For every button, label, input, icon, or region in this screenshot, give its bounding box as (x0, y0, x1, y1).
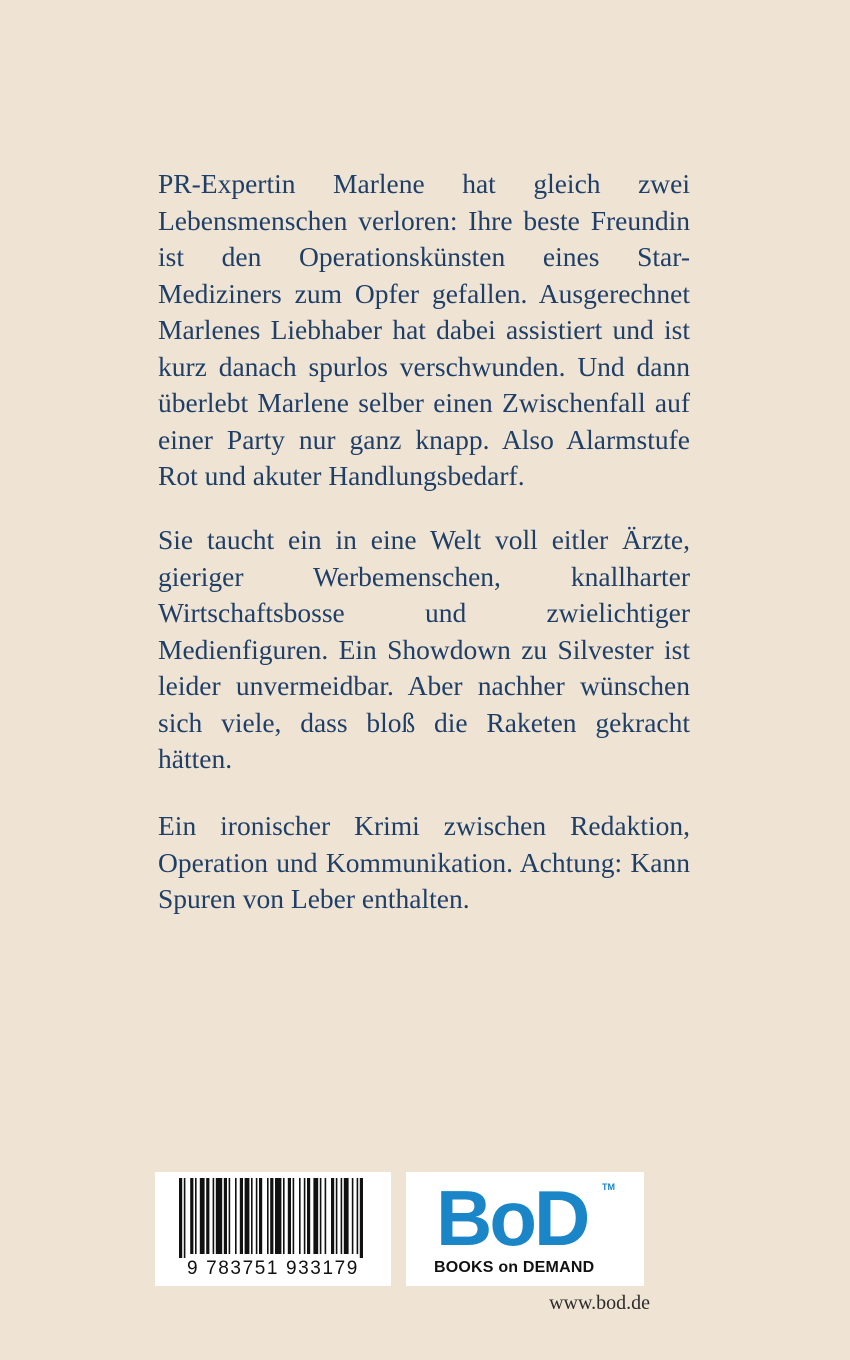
barcode-bar (251, 1178, 253, 1254)
barcode-bar (360, 1178, 363, 1258)
barcode-bar (307, 1178, 310, 1254)
barcode-bar (275, 1178, 281, 1254)
barcode-bar (336, 1178, 338, 1254)
barcode-bar (190, 1178, 193, 1254)
barcode-bar (331, 1178, 334, 1254)
barcode-bar (344, 1178, 349, 1254)
bod-logo-wordmark: BoD (436, 1174, 588, 1262)
isbn-barcode (155, 1172, 391, 1286)
barcode-bar (313, 1178, 318, 1254)
blurb-paragraph-2: Sie taucht ein in eine Welt voll eitler Ärzte, gieriger Werbemenschen, knallharter Wirtschaftsbosse und zwielichtiger Medienfiguren. Ein Showdown zu Silvester ist leider unvermeidbar. Aber nachher wünschen sich viele, dass bloß die Raketen gekracht hätten. (158, 524, 690, 774)
isbn-number: 9 783751 933179 (187, 1258, 359, 1279)
barcode-bar (213, 1178, 215, 1254)
blurb-paragraph-3: Ein ironischer Krimi zwischen Redaktion, Operation und Kommunikation. Achtung: Kann Spuren von Leber enthalten. (158, 810, 690, 914)
barcode-bar (256, 1178, 258, 1254)
publisher-tagline: BOOKS on DEMAND (434, 1259, 595, 1276)
barcode-bar (200, 1178, 205, 1254)
barcode-bar (352, 1178, 354, 1254)
barcode-bars (155, 1172, 391, 1262)
barcode-bar (224, 1178, 227, 1254)
blurb-paragraph-1: PR-Expertin Marlene hat gleich zwei Lebensmenschen verloren: Ihre beste Freundin ist den Operationskünsten eines Star-Mediziners zum Opfer gefallen. Ausgerechnet Marlenes Liebhaber hat dabei assistiert und ist kurz danach spurlos verschwunden. Und dann überlebt Marlene selber einen Zwischenfall auf einer Party nur ganz knapp. Also Alarmstufe Rot und akuter Handlungsbedarf. (158, 168, 690, 491)
barcode-bar (320, 1178, 322, 1254)
barcode-bar (299, 1178, 301, 1254)
barcode-bar (235, 1178, 237, 1254)
barcode-bar (179, 1178, 182, 1258)
barcode-bar (357, 1178, 359, 1254)
barcode-bar (293, 1178, 295, 1254)
barcode-bar (288, 1178, 291, 1254)
barcode-bar (195, 1178, 197, 1254)
barcode-bar (245, 1178, 250, 1254)
barcode-bar (267, 1178, 269, 1254)
barcode-bar (259, 1178, 262, 1254)
barcode-bar (206, 1178, 209, 1254)
barcode-bar (270, 1178, 273, 1254)
barcode-bar (304, 1178, 306, 1254)
barcode-bar (283, 1178, 285, 1254)
barcode-bar (216, 1178, 222, 1254)
barcode-bar (325, 1178, 327, 1254)
barcode-bar (229, 1178, 231, 1254)
publisher-url: www.bod.de (549, 1292, 650, 1314)
barcode-bar (184, 1178, 186, 1258)
barcode-bar (240, 1178, 243, 1254)
publisher-logo (406, 1172, 644, 1286)
barcode-bar (341, 1178, 343, 1254)
trademark-symbol: TM (602, 1182, 615, 1192)
